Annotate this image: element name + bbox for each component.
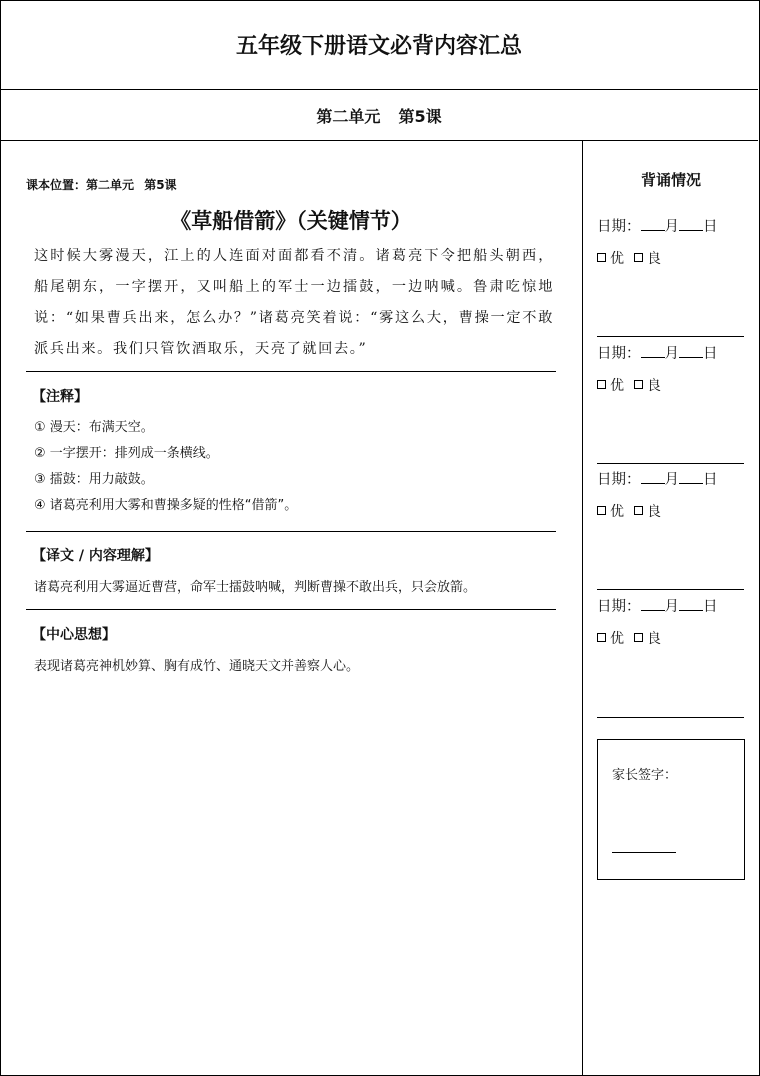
option-excellent[interactable]: 优 <box>597 378 624 394</box>
section-divider <box>26 371 556 372</box>
page-title: 五年级下册语文必背内容汇总 <box>0 0 758 90</box>
checkbox-icon <box>634 253 643 262</box>
passage-title: 《草船借箭》（关键情节） <box>170 208 412 233</box>
textbook-location <box>26 176 183 193</box>
notes-heading: 【注释】 <box>32 389 88 405</box>
checkbox-icon <box>597 506 606 515</box>
theme-heading: 【中心思想】 <box>32 627 116 643</box>
day-blank[interactable] <box>679 345 703 358</box>
recitation-record <box>597 215 745 268</box>
checkbox-icon <box>634 633 643 642</box>
month-blank[interactable] <box>641 598 665 611</box>
option-good[interactable]: 良 <box>634 504 661 520</box>
unit-header <box>0 90 758 141</box>
recitation-record <box>597 342 745 395</box>
option-good[interactable]: 良 <box>634 251 661 267</box>
signature-line[interactable] <box>612 852 676 853</box>
parent-signature-box <box>597 739 745 880</box>
month-blank[interactable] <box>641 218 665 231</box>
option-excellent[interactable]: 优 <box>597 251 624 267</box>
record-divider <box>597 589 744 590</box>
translation-heading: 【译文 / 内容理解】 <box>32 548 159 564</box>
option-good[interactable]: 良 <box>634 631 661 647</box>
record-divider <box>597 463 744 464</box>
date-field: 日期： 月 日 <box>597 346 718 362</box>
recitation-record <box>597 468 745 521</box>
record-divider <box>597 717 744 718</box>
rating-options <box>597 501 745 521</box>
translation-text: 诸葛亮利用大雾逼近曹营，命军士擂鼓呐喊，判断曹操不敢出兵，只会放箭。 <box>34 580 477 595</box>
theme-text: 表现诸葛亮神机妙算、胸有成竹、通晓天文并善察人心。 <box>34 659 360 674</box>
checkbox-icon <box>597 380 606 389</box>
passage-text: 这时候大雾漫天，江上的人连面对面都看不清。诸葛亮下令把船头朝西，船尾朝东，一字摆开，又叫船上的军士一边擂鼓，一边呐喊。鲁肃吃惊地说：“如果曹兵出来，怎么办？”诸葛亮笑着说：“雾这么大，曹操一定不敢派兵出来。我们只管饮酒取乐，天亮了就回去。” <box>34 248 554 357</box>
rating-options <box>597 375 745 395</box>
parent-signature-label: 家长签字： <box>612 768 678 783</box>
section-divider <box>26 609 556 610</box>
rating-options <box>597 248 745 268</box>
day-blank[interactable] <box>679 471 703 484</box>
location-lesson: 第5课 <box>144 178 177 192</box>
date-field: 日期： 月 日 <box>597 472 718 488</box>
recitation-heading: 背诵情况 <box>640 171 701 189</box>
recitation-record <box>597 595 745 648</box>
location-label: 课本位置：第二单元 <box>26 178 135 192</box>
note-item: ④ 诸葛亮利用大雾和曹操多疑的性格“借箭”。 <box>34 498 298 513</box>
date-field: 日期： 月 日 <box>597 219 718 235</box>
month-blank[interactable] <box>641 345 665 358</box>
day-blank[interactable] <box>679 598 703 611</box>
note-item: ① 漫天：布满天空。 <box>34 420 154 435</box>
checkbox-icon <box>634 506 643 515</box>
note-item: ③ 擂鼓：用力敲鼓。 <box>34 472 154 487</box>
option-excellent[interactable]: 优 <box>597 504 624 520</box>
date-field: 日期： 月 日 <box>597 599 718 615</box>
checkbox-icon <box>597 633 606 642</box>
lesson-label: 第5课 <box>398 106 442 126</box>
unit-label: 第二单元 <box>316 106 381 126</box>
column-divider <box>582 141 583 1075</box>
day-blank[interactable] <box>679 218 703 231</box>
rating-options <box>597 628 745 648</box>
section-divider <box>26 531 556 532</box>
record-divider <box>597 336 744 337</box>
option-good[interactable]: 良 <box>634 378 661 394</box>
option-excellent[interactable]: 优 <box>597 631 624 647</box>
month-blank[interactable] <box>641 471 665 484</box>
checkbox-icon <box>597 253 606 262</box>
checkbox-icon <box>634 380 643 389</box>
note-item: ② 一字摆开：排列成一条横线。 <box>34 446 219 461</box>
